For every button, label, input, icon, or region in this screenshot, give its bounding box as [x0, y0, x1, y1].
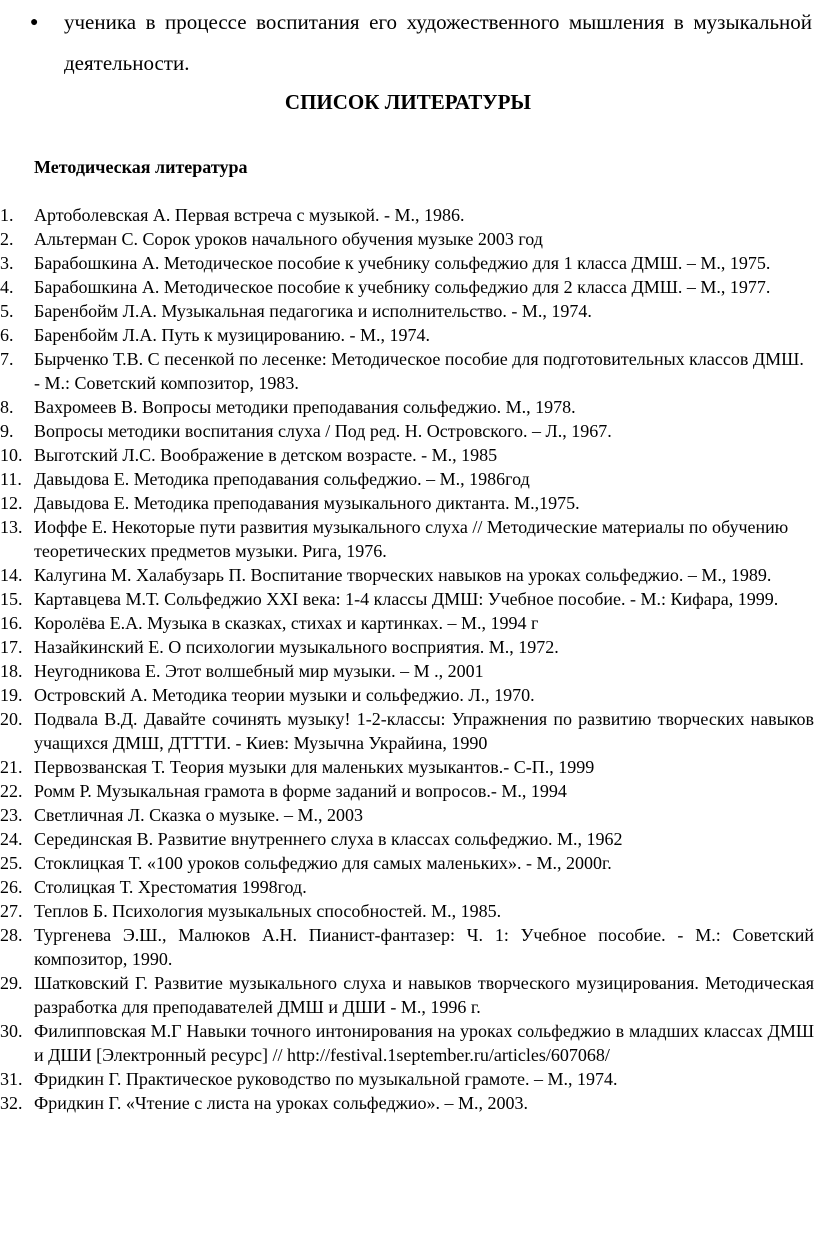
reference-item — [0, 971, 816, 1019]
reference-item — [0, 227, 816, 251]
reference-item — [0, 827, 816, 851]
reference-number: 9. — [0, 421, 14, 441]
reference-number: 7. — [0, 349, 14, 369]
reference-number: 32. — [0, 1093, 23, 1113]
reference-text: Шатковский Г. Развитие музыкального слуха и навыков творческого музицирования. Методическая разработка для преподавателей ДМШ и ДШИ - М., 1996 г. — [34, 973, 814, 1017]
reference-text: Стоклицкая Т. «100 уроков сольфеджио для самых маленьких». - М., 2000г. — [34, 853, 612, 873]
reference-number: 25. — [0, 853, 23, 873]
reference-text: Назайкинский Е. О психологии музыкального восприятия. М., 1972. — [34, 637, 559, 657]
reference-text: Столицкая Т. Хрестоматия 1998год. — [34, 877, 307, 897]
reference-item — [0, 683, 816, 707]
reference-text: Альтерман С. Сорок уроков начального обучения музыке 2003 год — [34, 229, 543, 249]
reference-item — [0, 563, 816, 587]
reference-number: 14. — [0, 565, 23, 585]
reference-item — [0, 635, 816, 659]
bullet-icon: ● — [30, 15, 39, 30]
reference-text: Выготский Л.С. Воображение в детском возрасте. - М., 1985 — [34, 445, 498, 465]
reference-item — [0, 251, 816, 275]
reference-number: 26. — [0, 877, 23, 897]
reference-item — [0, 323, 816, 347]
reference-text: Неугодникова Е. Этот волшебный мир музыки. – М ., 2001 — [34, 661, 484, 681]
reference-text: Первозванская Т. Теория музыки для маленьких музыкантов.- С-П., 1999 — [34, 757, 595, 777]
reference-number: 3. — [0, 253, 14, 273]
reference-number: 2. — [0, 229, 14, 249]
reference-number: 22. — [0, 781, 23, 801]
reference-item — [0, 491, 816, 515]
reference-number: 21. — [0, 757, 23, 777]
reference-text: Артоболевская А. Первая встреча с музыкой. - М., 1986. — [34, 205, 465, 225]
reference-text: Баренбойм Л.А. Музыкальная педагогика и исполнительство. - М., 1974. — [34, 301, 592, 321]
reference-text: Светличная Л. Сказка о музыке. – М., 2003 — [34, 805, 364, 825]
reference-item — [0, 923, 816, 971]
reference-item — [0, 875, 816, 899]
reference-text: Фридкин Г. Практическое руководство по музыкальной грамоте. – М., 1974. — [34, 1069, 618, 1089]
reference-number: 5. — [0, 301, 14, 321]
reference-item — [0, 299, 816, 323]
reference-text: Барабошкина А. Методическое пособие к учебнику сольфеджио для 1 класса ДМШ. – М., 1975. — [34, 253, 771, 273]
reference-text: Тургенева Э.Ш., Малюков А.Н. Пианист-фантазер: Ч. 1: Учебное пособие. - М.: Советский композитор, 1990. — [34, 925, 814, 969]
reference-item — [0, 1067, 816, 1091]
reference-number: 28. — [0, 925, 23, 945]
reference-item — [0, 803, 816, 827]
reference-text: Калугина М. Халабузарь П. Воспитание творческих навыков на уроках сольфеджио. – М., 1989. — [34, 565, 772, 585]
reference-text: Картавцева М.Т. Сольфеджио XXI века: 1-4 классы ДМШ: Учебное пособие. - М.: Кифара, 1999. — [34, 589, 779, 609]
reference-item — [0, 755, 816, 779]
reference-text: Подвала В.Д. Давайте сочинять музыку! 1-2-классы: Упражнения по развитию творческих навыков учащихся ДМШ, ДТТТИ. - Киев: Музычна Украйина, 1990 — [34, 709, 814, 753]
reference-item — [0, 347, 816, 395]
reference-number: 30. — [0, 1021, 23, 1041]
reference-item — [0, 611, 816, 635]
reference-number: 19. — [0, 685, 23, 705]
reference-text: Теплов Б. Психология музыкальных способностей. М., 1985. — [34, 901, 502, 921]
reference-item — [0, 779, 816, 803]
reference-text: Ромм Р. Музыкальная грамота в форме заданий и вопросов.- М., 1994 — [34, 781, 567, 801]
reference-item — [0, 275, 816, 299]
reference-item — [0, 851, 816, 875]
reference-item — [0, 467, 816, 491]
reference-number: 11. — [0, 469, 22, 489]
reference-number: 4. — [0, 277, 14, 297]
reference-text: Давыдова Е. Методика преподавания сольфеджио. – М., 1986год — [34, 469, 530, 489]
reference-number: 20. — [0, 709, 23, 729]
reference-item — [0, 899, 816, 923]
reference-item — [0, 1091, 816, 1115]
section-subtitle: Методическая литература — [34, 157, 248, 177]
reference-text: Бырченко Т.В. С песенкой по лесенке: Методическое пособие для подготовительных классов ДМШ. - М.: Советский композитор, 1983. — [34, 349, 804, 393]
reference-item — [0, 659, 816, 683]
reference-text: Филипповская М.Г Навыки точного интонирования на уроках сольфеджио в младших классах ДМШ и ДШИ [Электронный ресурс] // http://festival.1september.ru/articles/607068/ — [34, 1021, 814, 1065]
bullet-text: ученика в процессе воспитания его художественного мышления в музыкальной деятельности. — [64, 10, 812, 75]
reference-number: 17. — [0, 637, 23, 657]
reference-list — [0, 203, 816, 1115]
reference-text: Иоффе Е. Некоторые пути развития музыкального слуха // Методические материалы по обучению теоретических предметов музыки. Рига, 1976. — [34, 517, 789, 561]
reference-item — [0, 707, 816, 755]
page-title: СПИСОК ЛИТЕРАТУРЫ — [284, 90, 532, 114]
reference-number: 8. — [0, 397, 14, 417]
reference-text: Королёва Е.А. Музыка в сказках, стихах и картинках. – М., 1994 г — [34, 613, 539, 633]
reference-item — [0, 443, 816, 467]
reference-text: Вахромеев В. Вопросы методики преподавания сольфеджио. М., 1978. — [34, 397, 576, 417]
reference-item — [0, 419, 816, 443]
reference-number: 31. — [0, 1069, 23, 1089]
reference-number: 29. — [0, 973, 23, 993]
reference-number: 16. — [0, 613, 23, 633]
reference-text: Баренбойм Л.А. Путь к музицированию. - М., 1974. — [34, 325, 431, 345]
reference-number: 24. — [0, 829, 23, 849]
reference-item — [0, 395, 816, 419]
reference-number: 27. — [0, 901, 23, 921]
reference-number: 15. — [0, 589, 23, 609]
reference-text: Вопросы методики воспитания слуха / Под ред. Н. Островского. – Л., 1967. — [34, 421, 612, 441]
reference-number: 12. — [0, 493, 23, 513]
reference-text: Барабошкина А. Методическое пособие к учебнику сольфеджио для 2 класса ДМШ. – М., 1977. — [34, 277, 771, 297]
reference-item — [0, 1019, 816, 1067]
reference-number: 1. — [0, 205, 14, 225]
reference-number: 23. — [0, 805, 23, 825]
reference-text: Островский А. Методика теории музыки и сольфеджио. Л., 1970. — [34, 685, 535, 705]
reference-text: Давыдова Е. Методика преподавания музыкального диктанта. М.,1975. — [34, 493, 580, 513]
reference-number: 18. — [0, 661, 23, 681]
bullet-list-item — [30, 2, 812, 84]
reference-number: 10. — [0, 445, 23, 465]
reference-item — [0, 515, 816, 563]
reference-item — [0, 587, 816, 611]
reference-text: Фридкин Г. «Чтение с листа на уроках сольфеджио». – М., 2003. — [34, 1093, 529, 1113]
reference-number: 6. — [0, 325, 14, 345]
reference-text: Серединская В. Развитие внутреннего слуха в классах сольфеджио. М., 1962 — [34, 829, 623, 849]
reference-number: 13. — [0, 517, 23, 537]
reference-item — [0, 203, 816, 227]
